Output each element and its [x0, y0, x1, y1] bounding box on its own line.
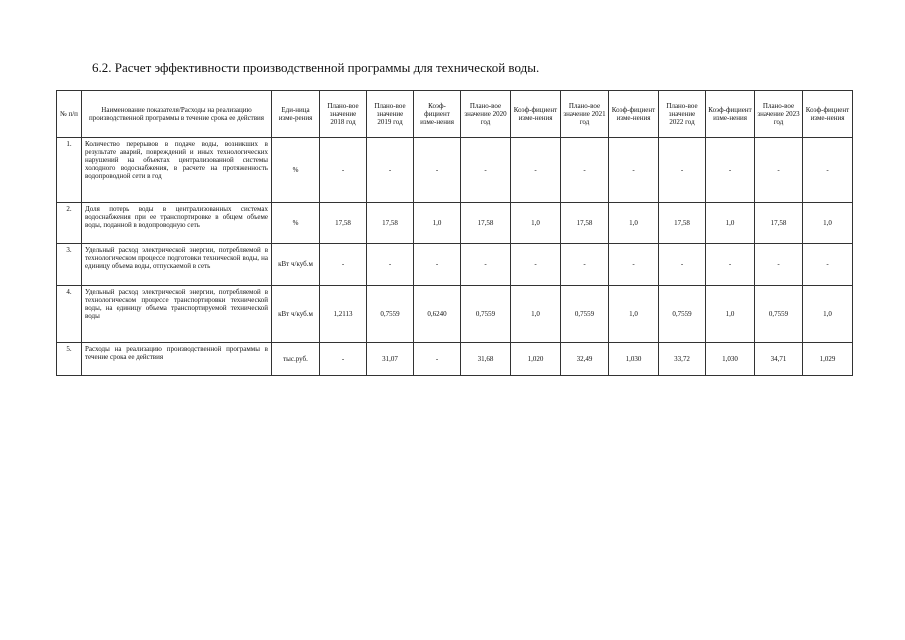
cell-plan-2023: 17,58: [755, 203, 803, 244]
table-row: [57, 138, 853, 203]
cell-plan-2018: 1,2113: [320, 286, 367, 343]
row-number: 3.: [57, 244, 82, 286]
cell-plan-2020: -: [461, 138, 511, 203]
cell-plan-2018: -: [320, 138, 367, 203]
col-header-coef-2019: Коэф-фициент изме-нения: [414, 91, 461, 138]
cell-plan-2019: 31,07: [367, 343, 414, 376]
cell-plan-2021: 32,49: [561, 343, 609, 376]
cell-plan-2018: -: [320, 343, 367, 376]
cell-plan-2022: -: [659, 138, 706, 203]
cell-coef-2023: 1,0: [803, 203, 853, 244]
cell-coef-2022: 1,030: [706, 343, 755, 376]
cell-plan-2023: 34,71: [755, 343, 803, 376]
row-unit: %: [272, 138, 320, 203]
table-row: [57, 343, 853, 376]
cell-plan-2021: 17,58: [561, 203, 609, 244]
cell-plan-2022: -: [659, 244, 706, 286]
cell-plan-2019: 17,58: [367, 203, 414, 244]
cell-plan-2023: 0,7559: [755, 286, 803, 343]
row-unit: тыс.руб.: [272, 343, 320, 376]
cell-plan-2019: -: [367, 244, 414, 286]
cell-coef-2022: 1,0: [706, 286, 755, 343]
col-header-unit: Еди-ница изме-рения: [272, 91, 320, 138]
cell-plan-2020: 0,7559: [461, 286, 511, 343]
table-row: [57, 286, 853, 343]
row-indicator-name: Доля потерь воды в централизованных системах водоснабжения при ее транспортировке в общем объеме воды, поданной в водопроводную сеть: [82, 203, 272, 244]
col-header-plan-2020: Плано-вое значение 2020 год: [461, 91, 511, 138]
cell-coef-2019: -: [414, 244, 461, 286]
row-number: 4.: [57, 286, 82, 343]
row-indicator-name: Количество перерывов в подаче воды, возникших в результате аварий, повреждений и иных технологических нарушений на объектах централизованной системы холодного водоснабжения, в расчете на протяженность водопроводной сети в год: [82, 138, 272, 203]
cell-coef-2022: 1,0: [706, 203, 755, 244]
cell-plan-2019: 0,7559: [367, 286, 414, 343]
col-header-name: Наименование показателя/Расходы на реализацию производственной программы в течение срока ее действия: [82, 91, 272, 138]
cell-plan-2018: -: [320, 244, 367, 286]
row-unit: %: [272, 203, 320, 244]
cell-coef-2019: -: [414, 343, 461, 376]
table-row: [57, 203, 853, 244]
cell-coef-2022: -: [706, 244, 755, 286]
cell-plan-2023: -: [755, 138, 803, 203]
cell-plan-2021: -: [561, 138, 609, 203]
cell-plan-2019: -: [367, 138, 414, 203]
cell-coef-2020: -: [511, 244, 561, 286]
cell-plan-2022: 33,72: [659, 343, 706, 376]
row-number: 1.: [57, 138, 82, 203]
cell-coef-2019: -: [414, 138, 461, 203]
cell-coef-2023: 1,029: [803, 343, 853, 376]
cell-coef-2019: 0,6240: [414, 286, 461, 343]
cell-coef-2021: -: [609, 244, 659, 286]
row-indicator-name: Расходы на реализацию производственной программы в течение срока ее действия: [82, 343, 272, 376]
cell-coef-2023: -: [803, 244, 853, 286]
cell-coef-2023: 1,0: [803, 286, 853, 343]
col-header-coef-2020: Коэф-фициент изме-нения: [511, 91, 561, 138]
col-header-coef-2021: Коэф-фициент изме-нения: [609, 91, 659, 138]
row-unit: кВт ч/куб.м: [272, 286, 320, 343]
cell-coef-2023: -: [803, 138, 853, 203]
col-header-num: № п/п: [57, 91, 82, 138]
row-unit: кВт ч/куб.м: [272, 244, 320, 286]
cell-coef-2020: 1,0: [511, 286, 561, 343]
col-header-plan-2018: Плано-вое значение 2018 год: [320, 91, 367, 138]
cell-plan-2020: 17,58: [461, 203, 511, 244]
row-number: 2.: [57, 203, 82, 244]
cell-coef-2021: 1,030: [609, 343, 659, 376]
table-row: [57, 244, 853, 286]
col-header-coef-2023: Коэф-фициент изме-нения: [803, 91, 853, 138]
row-number: 5.: [57, 343, 82, 376]
col-header-plan-2021: Плано-вое значение 2021 год: [561, 91, 609, 138]
cell-coef-2020: 1,020: [511, 343, 561, 376]
cell-plan-2022: 17,58: [659, 203, 706, 244]
cell-coef-2021: 1,0: [609, 286, 659, 343]
cell-coef-2021: 1,0: [609, 203, 659, 244]
col-header-plan-2023: Плано-вое значение 2023 год: [755, 91, 803, 138]
row-indicator-name: Удельный расход электрической энергии, потребляемой в технологическом процессе подготовки технической воды, на единицу объема воды, отпускаемой в сеть: [82, 244, 272, 286]
cell-coef-2022: -: [706, 138, 755, 203]
cell-plan-2022: 0,7559: [659, 286, 706, 343]
cell-plan-2018: 17,58: [320, 203, 367, 244]
cell-plan-2023: -: [755, 244, 803, 286]
cell-coef-2020: 1,0: [511, 203, 561, 244]
page-title: 6.2. Расчет эффективности производственной программы для технической воды.: [92, 60, 540, 75]
cell-plan-2021: 0,7559: [561, 286, 609, 343]
col-header-coef-2022: Коэф-фициент изме-нения: [706, 91, 755, 138]
table-header-row: [57, 91, 853, 138]
col-header-plan-2019: Плано-вое значение 2019 год: [367, 91, 414, 138]
cell-coef-2019: 1,0: [414, 203, 461, 244]
cell-plan-2020: 31,68: [461, 343, 511, 376]
efficiency-table: [56, 90, 853, 376]
col-header-plan-2022: Плано-вое значение 2022 год: [659, 91, 706, 138]
cell-coef-2020: -: [511, 138, 561, 203]
cell-plan-2020: -: [461, 244, 511, 286]
row-indicator-name: Удельный расход электрической энергии, потребляемой в технологическом процессе транспортировки технической воды, на единицу объема транспортируемой технической воды: [82, 286, 272, 343]
cell-coef-2021: -: [609, 138, 659, 203]
cell-plan-2021: -: [561, 244, 609, 286]
